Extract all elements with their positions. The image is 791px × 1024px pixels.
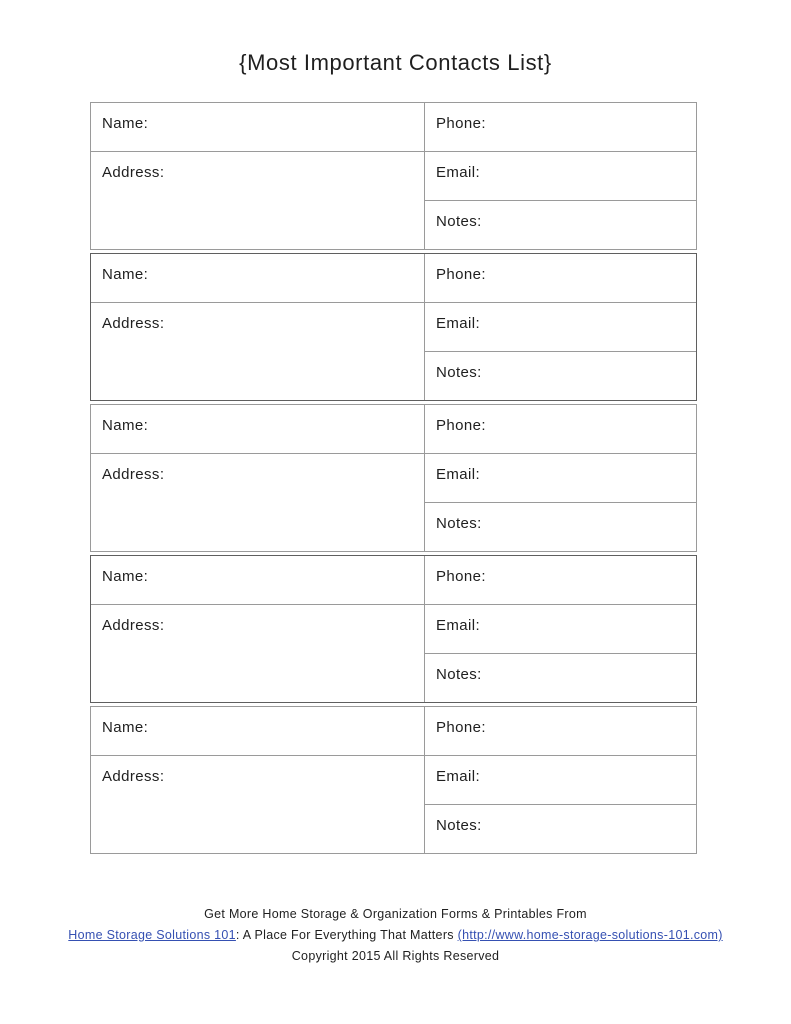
notes-label: Notes: (436, 515, 482, 532)
phone-label: Phone: (436, 266, 486, 283)
contacts-table (90, 102, 697, 854)
address-email-notes-row (91, 152, 696, 249)
email-notes-stack (425, 454, 696, 551)
name-label: Name: (102, 115, 149, 132)
phone-field-cell (425, 405, 696, 453)
address-field-cell (91, 152, 425, 249)
contact-block (90, 555, 697, 703)
notes-label: Notes: (436, 817, 482, 834)
address-email-notes-row (91, 605, 696, 702)
contact-block (90, 706, 697, 854)
email-field-cell (425, 454, 696, 503)
address-field-cell (91, 756, 425, 853)
contact-block (90, 253, 697, 401)
email-notes-stack (425, 152, 696, 249)
phone-label: Phone: (436, 115, 486, 132)
email-label: Email: (436, 315, 481, 332)
notes-field-cell (425, 654, 696, 702)
notes-field-cell (425, 805, 696, 853)
email-notes-stack (425, 605, 696, 702)
name-label: Name: (102, 266, 149, 283)
phone-field-cell (425, 254, 696, 302)
contact-block (90, 102, 697, 250)
address-field-cell (91, 303, 425, 400)
email-notes-stack (425, 303, 696, 400)
notes-field-cell (425, 503, 696, 551)
phone-field-cell (425, 707, 696, 755)
name-label: Name: (102, 719, 149, 736)
email-field-cell (425, 605, 696, 654)
address-field-cell (91, 605, 425, 702)
name-field-cell (91, 405, 425, 453)
notes-field-cell (425, 201, 696, 249)
phone-label: Phone: (436, 568, 486, 585)
phone-field-cell (425, 103, 696, 151)
name-phone-row (91, 707, 696, 756)
email-field-cell (425, 756, 696, 805)
footer-tagline: : A Place For Everything That Matters (235, 928, 458, 942)
name-label: Name: (102, 568, 149, 585)
address-email-notes-row (91, 756, 696, 853)
name-field-cell (91, 707, 425, 755)
page-title: {Most Important Contacts List} (239, 50, 552, 75)
email-label: Email: (436, 768, 481, 785)
home-storage-solutions-link[interactable]: Home Storage Solutions 101 (68, 928, 236, 942)
phone-field-cell (425, 556, 696, 604)
notes-label: Notes: (436, 666, 482, 683)
contact-block (90, 404, 697, 552)
address-field-cell (91, 454, 425, 551)
name-field-cell (91, 556, 425, 604)
phone-label: Phone: (436, 417, 486, 434)
phone-label: Phone: (436, 719, 486, 736)
notes-label: Notes: (436, 213, 482, 230)
footer-line-3: Copyright 2015 All Rights Reserved (291, 949, 500, 963)
email-notes-stack (425, 756, 696, 853)
address-label: Address: (102, 617, 165, 634)
address-label: Address: (102, 164, 165, 181)
name-field-cell (91, 254, 425, 302)
name-field-cell (91, 103, 425, 151)
footer-line-1: Get More Home Storage & Organization Forms & Printables From (204, 907, 587, 921)
name-label: Name: (102, 417, 149, 434)
name-phone-row (91, 556, 696, 605)
name-phone-row (91, 254, 696, 303)
address-label: Address: (102, 466, 165, 483)
address-label: Address: (102, 315, 165, 332)
email-field-cell (425, 303, 696, 352)
email-label: Email: (436, 617, 481, 634)
footer-line-2 (0, 925, 791, 946)
name-phone-row (91, 103, 696, 152)
name-phone-row (91, 405, 696, 454)
notes-field-cell (425, 352, 696, 400)
address-email-notes-row (91, 454, 696, 551)
site-url-link[interactable]: (http://www.home-storage-solutions-101.com) (457, 928, 723, 942)
address-email-notes-row (91, 303, 696, 400)
notes-label: Notes: (436, 364, 482, 381)
email-label: Email: (436, 164, 481, 181)
address-label: Address: (102, 768, 165, 785)
email-label: Email: (436, 466, 481, 483)
email-field-cell (425, 152, 696, 201)
footer (0, 857, 791, 967)
